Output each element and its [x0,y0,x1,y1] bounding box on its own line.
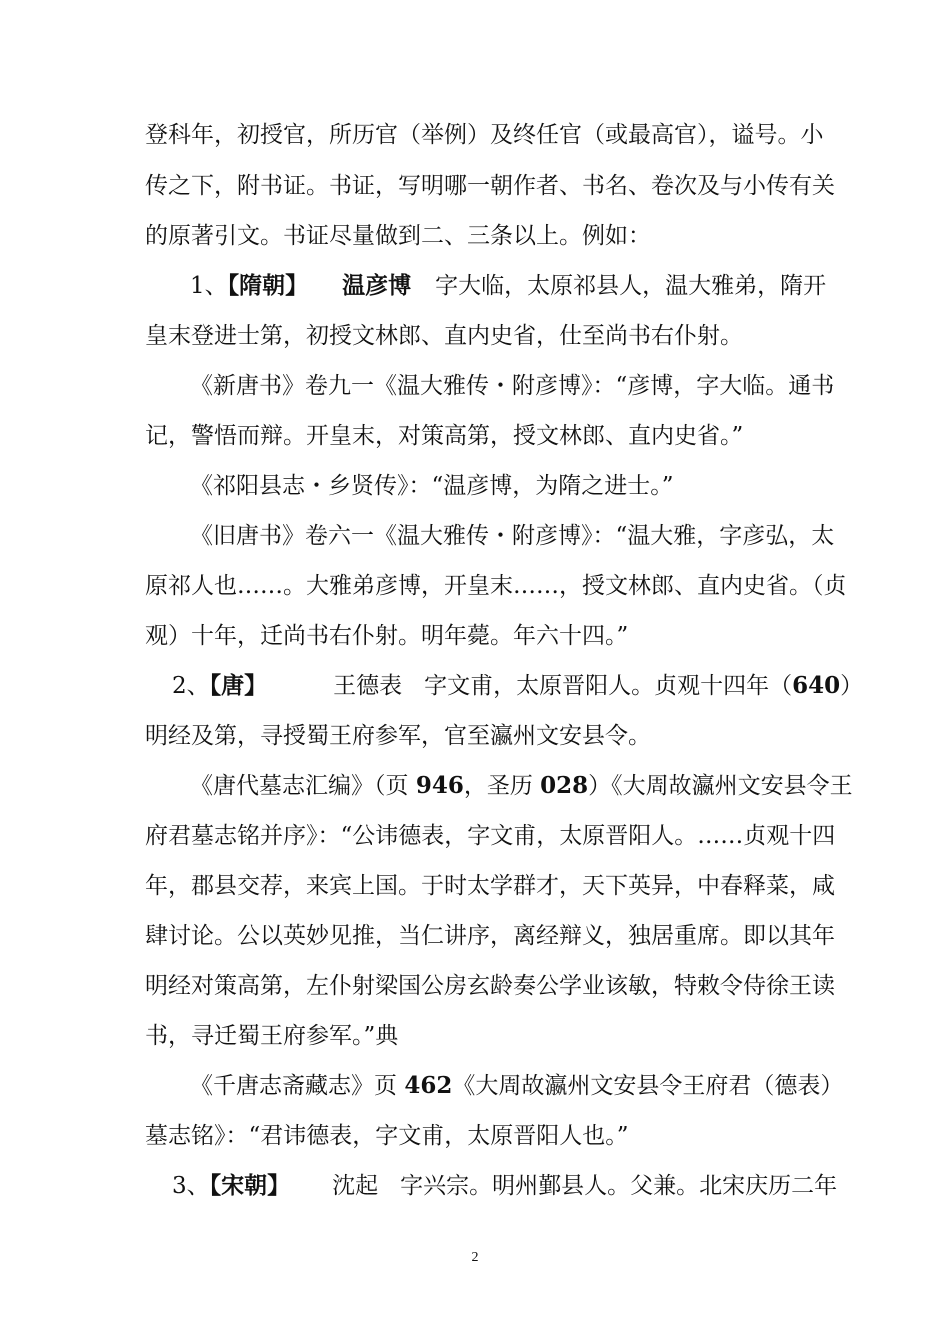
citation-line: 《旧唐书》卷六一《温大雅传・附彦博》：“温大雅，字彦弘，太 [190,523,835,549]
citation-page: 462 [404,1072,453,1099]
citation-page: 946 [415,772,464,799]
citation-line: 《唐代墓志汇编》（页 946，圣历 028）《大周故瀛州文安县令王 [190,772,853,799]
page-number: 2 [471,1250,479,1265]
entry-2-heading [172,671,863,701]
entry-3-heading [172,1171,837,1201]
text-line: 墓志铭》：“君讳德表，字文甫，太原晋阳人也。” [145,1123,629,1149]
entry-1-heading [190,271,826,301]
citation-line: 《新唐书》卷九一《温大雅传・附彦博》：“彦博，字大临。通书 [190,373,835,399]
text-line: 皇末登进士第，初授文林郎、直内史省，仕至尚书右仆射。 [145,323,743,349]
citation-line: 《千唐志斋藏志》页 462《大周故瀛州文安县令王府君（德表） [190,1072,844,1099]
text-line: 明经及第，寻授蜀王府参军，官至瀛州文安县令。 [145,723,651,749]
entry-text: ） [840,673,864,699]
text-line: 登科年，初授官，所历官（举例）及终任官（或最高官），谥号。小 [145,122,824,148]
text-line: 传之下，附书证。书证，写明哪一朝作者、书名、卷次及与小传有关 [145,173,835,199]
entry-year: 640 [792,672,841,699]
entry-number: 2、 [172,673,210,699]
text-line: 原祁人也……。大雅弟彦博，开皇末……，授文林郎、直内史省。（贞 [145,573,847,599]
text-line: 的原著引文。书证尽量做到二、三条以上。例如： [145,223,651,249]
text-line: 肆讨论。公以英妙见推，当仁讲序，离经辩义，独居重席。即以其年 [145,923,835,949]
entry-dynasty: 【隋朝】 [227,272,309,299]
citation-code: 028 [540,772,589,799]
entry-text: 字大临，太原祁县人，温大雅弟，隋开 [435,273,827,299]
text-line: 书，寻迁蜀王府参军。”典 [145,1023,399,1049]
entry-name: 王德表 [333,673,403,699]
entry-number: 1、 [190,273,228,299]
citation-line: 《祁阳县志・乡贤传》：“温彦博，为隋之进士。” [190,473,674,499]
text-line: 年，郡县交荐，来宾上国。于时太学群才，天下英异，中春释菜，咸 [145,873,835,899]
entry-text: 字兴宗。明州鄞县人。父兼。北宋庆历二年 [400,1173,838,1199]
text-line: 明经对策高第，左仆射梁国公房玄龄奏公学业该敏，特敕令侍徐王读 [145,973,835,999]
entry-name: 沈起 [332,1173,379,1199]
text-line: 观）十年，迁尚书右仆射。明年薨。年六十四。” [145,623,629,649]
entry-dynasty: 【唐】 [209,672,268,699]
entry-name: 温彦博 [342,272,412,299]
entry-dynasty: 【宋朝】 [209,1172,291,1199]
entry-number: 3、 [172,1173,210,1199]
entry-text: 字文甫，太原晋阳人。贞观十四年（ [424,673,793,699]
text-line: 记，警悟而辩。开皇末，对策高第，授文林郎、直内史省。” [145,423,744,449]
text-line: 府君墓志铭并序》：“公讳德表，字文甫，太原晋阳人。……贞观十四 [145,823,836,849]
